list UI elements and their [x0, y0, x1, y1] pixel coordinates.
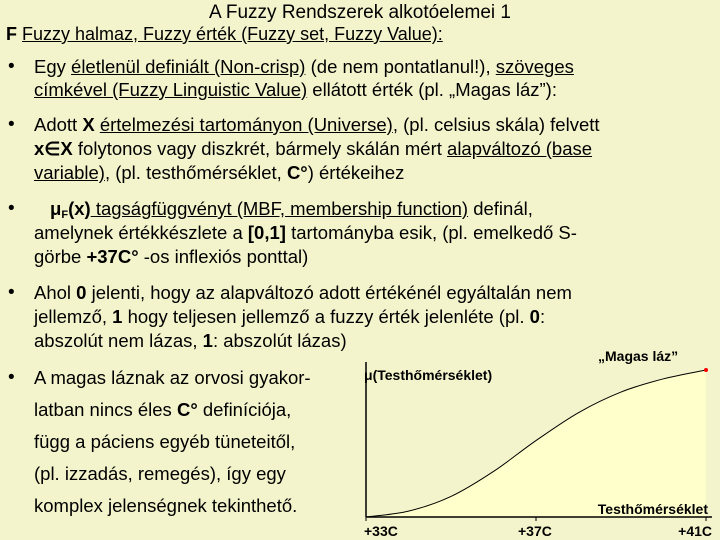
chart-title: „Magas láz” — [598, 348, 679, 364]
bullet-5-line-1: A magas láznak az orvosi gyakor- — [34, 367, 311, 388]
bullet-3-line-3: görbe +37C° -os inflexiós ponttal) — [34, 246, 309, 267]
slide-title: A Fuzzy Rendszerek alkotóelemei 1 — [208, 2, 512, 23]
bullet-5-line-5: komplex jelenségnek tekinthető. — [34, 495, 298, 516]
bullet-5-line-4: (pl. izzadás, remegés), így egy — [34, 463, 286, 484]
bullet-3-line-2: amelynek értékkészlete a [0,1] tartományba esik, (pl. emelkedő S- — [34, 222, 577, 243]
bullet-5-line-2: latban nincs éles C° definíciója, — [34, 399, 292, 420]
x-axis-label: Testhőmérséklet — [597, 501, 708, 517]
bullet-2-line-1: Adott X értelmezési tartományon (Universe), (pl. celsius skála) felvett — [34, 114, 600, 135]
bullet-marker: • — [8, 282, 15, 303]
membership-area — [366, 370, 706, 517]
bullet-marker: • — [8, 198, 15, 219]
bullet-4-line-1: Ahol 0 jelenti, hogy az alapváltozó adott értékénél egyáltalán nem — [34, 282, 572, 303]
x-tick-label: +41C — [678, 523, 712, 539]
bullet-5-line-3: függ a páciens egyéb tüneteitől, — [34, 431, 296, 452]
x-ticks — [364, 517, 712, 539]
x-tick-label: +33C — [364, 523, 398, 539]
bullet-2-line-2: x∈X folytonos vagy diszkrét, bármely skálán mért alapváltozó (base — [34, 138, 593, 159]
curve-end-marker — [704, 368, 708, 372]
x-tick-label: +37C — [518, 523, 552, 539]
bullet-3-line-1: $\mu_F(x)$ tagságfüggvényt (MBF, membership function) definál, — [50, 198, 533, 221]
heading-prefix: F — [6, 24, 17, 44]
bullet-marker: • — [8, 56, 15, 77]
bullet-1-line-1: Egy életlenül definiált (Non-crisp) (de nem pontatlanul!), szöveges — [34, 56, 574, 77]
heading-text: Fuzzy halmaz, Fuzzy érték (Fuzzy set, Fuzzy Value): — [22, 24, 443, 44]
bullet-4-line-2: jellemző, 1 hogy teljesen jellemző a fuzzy érték jelenléte (pl. 0: — [34, 306, 546, 327]
bullet-marker: • — [8, 114, 15, 135]
bullet-1-line-2: címkével (Fuzzy Linguistic Value) ellátott érték (pl. „Magas láz”): — [34, 79, 557, 100]
bullet-4-line-3: abszolút nem lázas, 1: abszolút lázas) — [34, 330, 347, 351]
y-axis-label: μ(Testhőmérséklet) — [364, 367, 493, 383]
mu-symbol: μ — [50, 198, 62, 219]
bullet-marker: • — [8, 367, 15, 388]
bullet-2-line-3: variable), (pl. testhőmérséklet, C°) értékeihez — [34, 162, 405, 183]
